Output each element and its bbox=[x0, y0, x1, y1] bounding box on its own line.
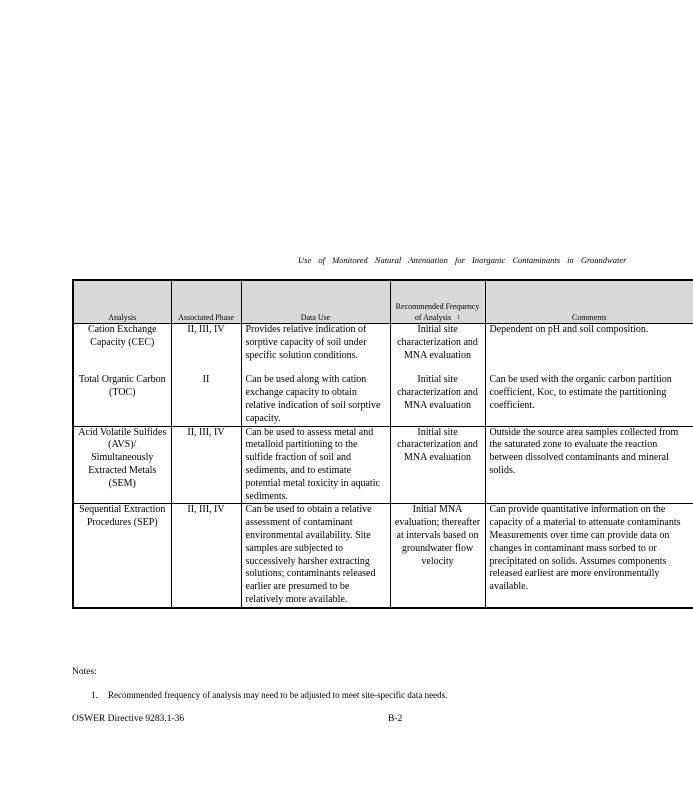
cell-frequency: Initial site characterization and MNA evaluation bbox=[390, 324, 485, 363]
cell-comments: Can be used with the organic carbon partition coefficient, Koc, to estimate the partitioning coefficient. bbox=[485, 362, 693, 426]
cell-data-use: Can be used to obtain a relative assessment of contaminant environmental availability. Site samples are subjected to successively harsher extracting solutions; contaminants released earlier are presumed to be relatively more available. bbox=[241, 504, 390, 608]
cell-phase: II, III, IV bbox=[171, 324, 241, 363]
cell-analysis: Total Organic Carbon (TOC) bbox=[73, 362, 171, 426]
header-frequency-footnote: 1 bbox=[457, 314, 461, 321]
footer-directive: OSWER Directive 9283.1-36 bbox=[72, 714, 185, 724]
cell-data-use: Can be used along with cation exchange capacity to obtain relative indication of soil sorptive capacity. bbox=[241, 362, 390, 426]
cell-data-use: Can be used to assess metal and metalloid partitioning to the sulfide fraction of soil and sediments, and to estimate potential metal toxicity in aquatic sediments. bbox=[241, 426, 390, 504]
header-data-use: Data Use bbox=[241, 280, 390, 324]
note-item bbox=[91, 690, 447, 700]
cell-analysis: Acid Volatile Sulfides (AVS)/ Simultaneously Extracted Metals (SEM) bbox=[73, 426, 171, 504]
table-row bbox=[73, 426, 693, 504]
analysis-table bbox=[72, 279, 693, 609]
analysis-table-container bbox=[72, 279, 681, 619]
header-comments: Comments bbox=[485, 280, 693, 324]
note-number: 1. bbox=[91, 690, 98, 700]
notes-label: Notes: bbox=[72, 667, 97, 677]
cell-comments: Can provide quantitative information on the capacity of a material to attenuate contaminants Measurements over time can provide data on changes in contaminant mass sorbed to or precipitated on solids. Assumes components released earliest are more environmentally available. bbox=[485, 504, 693, 608]
cell-phase: II bbox=[171, 362, 241, 426]
table-row bbox=[73, 324, 693, 363]
cell-phase: II, III, IV bbox=[171, 426, 241, 504]
cell-analysis: Sequential Extraction Procedures (SEP) bbox=[73, 504, 171, 608]
table-row bbox=[73, 362, 693, 426]
cell-frequency: Initial site characterization and MNA evaluation bbox=[390, 426, 485, 504]
cell-data-use: Provides relative indication of sorptive capacity of soil under specific solution conditions. bbox=[241, 324, 390, 363]
running-header: Use of Monitored Natural Attenuation for Inorganic Contaminants in Groundwater bbox=[298, 255, 627, 265]
header-frequency bbox=[390, 280, 485, 324]
table-header-row bbox=[73, 280, 693, 324]
cell-comments: Dependent on pH and soil composition. bbox=[485, 324, 693, 363]
cell-frequency: Initial MNA evaluation; thereafter at intervals based on groundwater flow velocity bbox=[390, 504, 485, 608]
note-text: Recommended frequency of analysis may need to be adjusted to meet site-specific data needs. bbox=[108, 690, 448, 700]
table-row bbox=[73, 504, 693, 608]
header-frequency-label: Recommended Frequency of Analysis bbox=[395, 302, 480, 322]
footer-page-number: B-2 bbox=[388, 714, 403, 724]
cell-frequency: Initial site characterization and MNA evaluation bbox=[390, 362, 485, 426]
header-phase: Associated Phase bbox=[171, 280, 241, 324]
header-analysis: Analysis bbox=[73, 280, 171, 324]
cell-comments: Outside the source area samples collected from the saturated zone to evaluate the reaction between dissolved contaminants and mineral solids. bbox=[485, 426, 693, 504]
cell-phase: II, III, IV bbox=[171, 504, 241, 608]
cell-analysis: Cation Exchange Capacity (CEC) bbox=[73, 324, 171, 363]
